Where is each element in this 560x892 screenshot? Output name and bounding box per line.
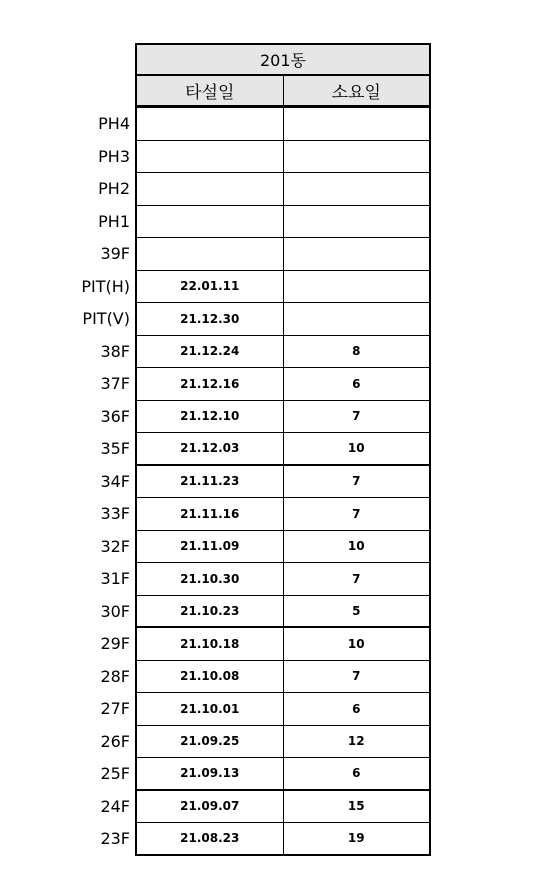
table-row [0,336,560,369]
pour-date-cell: 21.10.23 [180,603,240,618]
row-cells [135,563,431,596]
row-cells [135,693,431,726]
table-row [0,531,560,564]
floor-label: 38F [100,341,130,361]
pour-date-cell: 21.10.18 [180,636,240,651]
floor-label: 39F [100,244,130,263]
table-row [0,791,560,824]
days-taken-cell [283,173,430,205]
table-row [0,303,560,336]
table-row [0,141,560,174]
table-row [0,596,560,629]
floor-label: 35F [100,439,130,458]
days-taken-cell [283,141,430,173]
row-cells [135,368,431,401]
table-body [0,108,560,856]
floor-label: PIT(V) [82,309,130,328]
table-row [0,433,560,466]
floor-label: 28F [100,666,130,686]
pour-date-cell: 21.11.16 [180,506,240,521]
days-taken-cell: 7 [283,661,430,693]
floor-label: 37F [100,374,130,393]
days-taken-cell: 7 [283,466,430,498]
row-cells [135,108,431,141]
row-cells [135,173,431,206]
days-taken-cell: 6 [283,758,430,789]
table-row [0,498,560,531]
days-taken-cell: 10 [283,433,430,464]
row-cells [135,238,431,271]
pour-date-cell: 21.09.07 [180,799,240,814]
floor-label: 23F [100,829,130,848]
table-row [0,563,560,596]
days-taken-cell [283,108,430,140]
floor-label: 24F [100,796,130,816]
pour-date-cell: 21.12.24 [180,344,240,359]
row-cells [135,141,431,174]
days-taken-cell [283,238,430,270]
pour-date-cell: 21.09.25 [180,734,240,749]
floor-label: 31F [100,569,130,588]
floor-label: 32F [100,536,130,556]
row-cells [135,303,431,336]
column-header-row [135,74,431,108]
table-row [0,206,560,239]
pour-date-cell: 21.12.30 [180,311,240,326]
pour-date-cell: 21.10.08 [180,669,240,684]
table-row [0,238,560,271]
table-row [0,173,560,206]
pour-date-cell [137,141,283,173]
row-cells [135,661,431,694]
row-cells [135,628,431,661]
row-cells [135,433,431,466]
floor-label: 27F [100,699,130,718]
table-row [0,628,560,661]
pour-date-cell [137,108,283,140]
pour-date-cell [137,173,283,205]
table-row [0,661,560,694]
pour-date-cell: 21.10.30 [180,571,240,586]
days-taken-cell: 7 [283,563,430,595]
table-row [0,271,560,304]
row-cells [135,466,431,499]
days-taken-cell: 12 [283,726,430,758]
table-row [0,368,560,401]
floor-label: 33F [100,504,130,523]
row-cells [135,206,431,239]
table-row [0,726,560,759]
days-taken-cell: 8 [283,336,430,368]
row-cells [135,726,431,759]
table-row [0,108,560,141]
column-header-pour-date: 타설일 [185,83,235,103]
pour-date-cell [137,238,283,270]
pour-date-cell: 21.10.01 [180,701,240,716]
days-taken-cell: 15 [283,791,430,823]
row-cells [135,791,431,824]
pour-date-cell: 21.09.13 [180,766,240,781]
pour-date-cell: 21.12.16 [180,376,240,391]
floor-label: PIT(H) [81,276,130,296]
days-taken-cell [283,303,430,335]
pour-date-cell [137,206,283,238]
pour-date-cell: 21.12.10 [180,409,240,424]
row-cells [135,823,431,856]
row-cells [135,336,431,369]
floor-label: 25F [100,764,130,783]
days-taken-cell: 5 [283,596,430,627]
building-header: 201동 [135,43,431,76]
pour-date-cell: 22.01.11 [180,279,240,294]
floor-label: 30F [100,601,130,621]
row-cells [135,758,431,791]
floor-label: PH2 [98,179,130,198]
floor-label: 26F [100,731,130,751]
pour-date-cell: 21.11.23 [180,474,240,489]
days-taken-cell [283,206,430,238]
pour-date-cell: 21.11.09 [180,539,240,554]
table-row [0,466,560,499]
days-taken-cell: 6 [283,693,430,725]
row-cells [135,271,431,304]
table-row [0,693,560,726]
floor-label: 36F [100,406,130,426]
floor-label: 29F [100,634,130,653]
days-taken-cell: 19 [283,823,430,854]
days-taken-cell: 10 [283,531,430,563]
floor-label: 34F [100,471,130,491]
row-cells [135,498,431,531]
days-taken-cell: 7 [283,401,430,433]
days-taken-cell: 10 [283,628,430,660]
row-cells [135,531,431,564]
days-taken-cell: 6 [283,368,430,400]
days-taken-cell: 7 [283,498,430,530]
table-row [0,758,560,791]
row-cells [135,596,431,629]
table-row [0,823,560,856]
floor-label: PH4 [98,114,130,133]
table-row [0,401,560,434]
days-taken-cell [283,271,430,303]
floor-label: PH3 [98,146,130,166]
column-header-days-taken: 소요일 [283,76,430,105]
pour-date-cell: 21.08.23 [180,831,240,846]
floor-label: PH1 [98,211,130,231]
row-cells [135,401,431,434]
pour-date-cell: 21.12.03 [180,441,240,456]
